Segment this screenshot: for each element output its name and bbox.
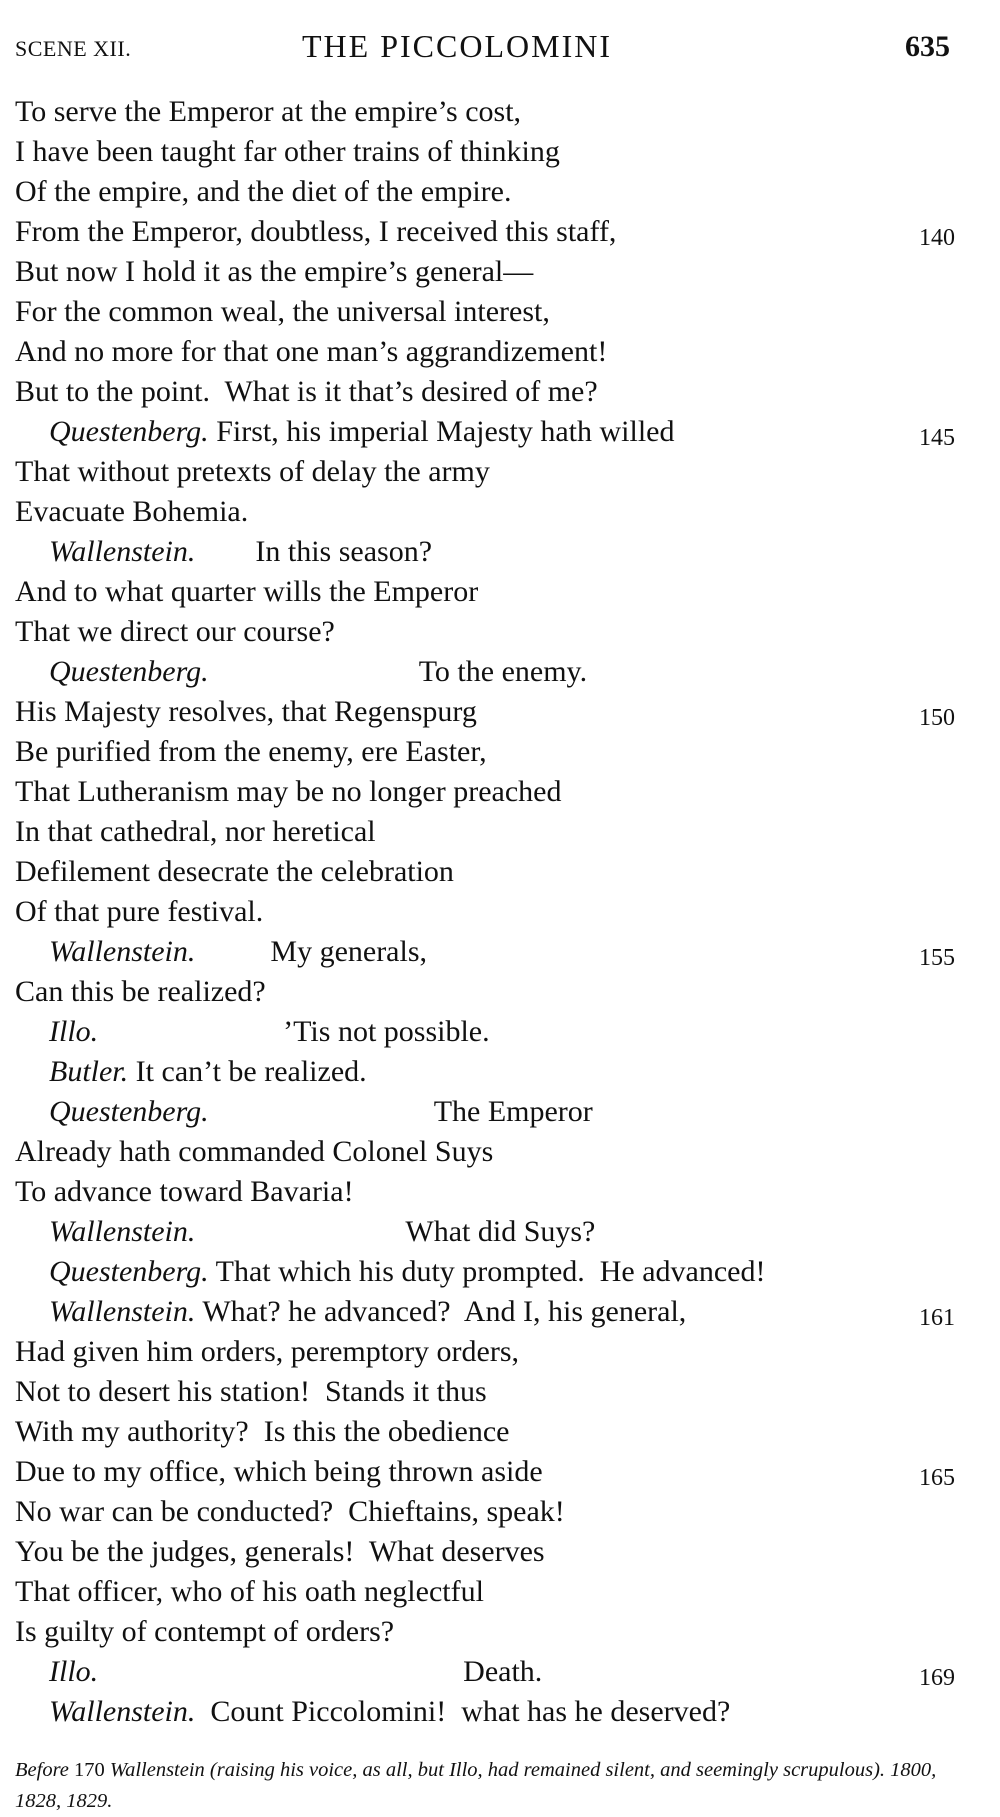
verse-line <box>15 1692 955 1732</box>
verse-line <box>15 812 955 852</box>
verse-line-text: What? he advanced? And I, his general, <box>195 1295 687 1328</box>
verse-line <box>15 1452 955 1492</box>
verse-line <box>15 532 955 572</box>
line-number: 150 <box>919 705 955 731</box>
verse-line-text: To serve the Emperor at the empire’s cost, <box>15 95 522 128</box>
verse-line-text: The Emperor <box>433 1095 593 1128</box>
verse-line-text: My generals, <box>270 935 428 968</box>
verse-line-text: To advance toward Bavaria! <box>15 1175 354 1208</box>
verse-line <box>15 1532 955 1572</box>
verse-line-text: But now I hold it as the empire’s general— <box>15 255 534 288</box>
verse-line-text: Not to desert his station! Stands it thus <box>15 1375 487 1408</box>
verse-line-text: In that cathedral, nor heretical <box>15 815 376 848</box>
speaker-name: Illo. <box>49 1655 99 1688</box>
footnote-line-number: 170 <box>74 1759 105 1781</box>
verse-line-text: No war can be conducted? Chieftains, speak! <box>15 1495 565 1528</box>
speaker-name: Butler. <box>49 1055 129 1088</box>
verse-line-text: That officer, who of his oath neglectful <box>15 1575 484 1608</box>
verse-line <box>15 1572 955 1612</box>
verse-line <box>15 692 955 732</box>
verse-line-text: That we direct our course? <box>15 615 335 648</box>
verse-line-text: That Lutheranism may be no longer preached <box>15 775 562 808</box>
verse-line <box>15 1212 955 1252</box>
verse-line <box>15 972 955 1012</box>
speaker-name: Questenberg. <box>49 655 209 688</box>
verse-line-text: Is guilty of contempt of orders? <box>15 1615 395 1648</box>
running-header <box>15 28 950 68</box>
line-number: 155 <box>919 945 955 971</box>
verse-line <box>15 892 955 932</box>
speaker-name: Wallenstein. <box>49 535 196 568</box>
verse-line <box>15 1132 955 1172</box>
verse-line-text: And no more for that one man’s aggrandizement! <box>15 335 608 368</box>
verse-line <box>15 212 955 252</box>
line-number: 165 <box>919 1465 955 1491</box>
verse-line <box>15 1092 955 1132</box>
scene-label: SCENE XII. <box>15 36 132 61</box>
verse-line-text: To the enemy. <box>418 655 588 688</box>
verse-line <box>15 372 955 412</box>
verse-line <box>15 1052 955 1092</box>
verse-line-text: Be purified from the enemy, ere Easter, <box>15 735 487 768</box>
verse-line-text: That which his duty prompted. He advanced! <box>208 1255 766 1288</box>
speaker-name: Illo. <box>49 1015 99 1048</box>
verse-line-text: That without pretexts of delay the army <box>15 455 490 488</box>
verse-line-text: Had given him orders, peremptory orders, <box>15 1335 520 1368</box>
verse-line <box>15 1652 955 1692</box>
verse-line-text: But to the point. What is it that’s desired of me? <box>15 375 598 408</box>
verse-line-text: Already hath commanded Colonel Suys <box>15 1135 494 1168</box>
verse-line <box>15 292 955 332</box>
speaker-name: Wallenstein. <box>49 1215 196 1248</box>
verse-line-text: For the common weal, the universal interest, <box>15 295 550 328</box>
verse-line-text: Can this be realized? <box>15 975 266 1008</box>
verse-line-text: Defilement desecrate the celebration <box>15 855 454 888</box>
verse-line-text: Of the empire, and the diet of the empire. <box>15 175 512 208</box>
verse-line-text: I have been taught far other trains of thinking <box>15 135 560 168</box>
verse-line-text: His Majesty resolves, that Regenspurg <box>15 695 477 728</box>
footnote-prefix: Before <box>15 1759 69 1781</box>
verse-line <box>15 412 955 452</box>
verse-line <box>15 92 955 132</box>
speaker-name: Questenberg. <box>49 1255 209 1288</box>
verse-line <box>15 1492 955 1532</box>
verse-line-text: Of that pure festival. <box>15 895 264 928</box>
speaker-name: Questenberg. <box>49 1095 209 1128</box>
verse-line <box>15 652 955 692</box>
verse-line-text: You be the judges, generals! What deserves <box>15 1535 545 1568</box>
verse-line <box>15 572 955 612</box>
line-number: 145 <box>919 425 955 451</box>
verse-line <box>15 492 955 532</box>
speaker-name: Wallenstein. <box>49 935 196 968</box>
line-number: 169 <box>919 1665 955 1691</box>
verse-line-text: It can’t be realized. <box>128 1055 367 1088</box>
verse-line-text: And to what quarter wills the Emperor <box>15 575 479 608</box>
verse-line <box>15 1292 955 1332</box>
verse-line <box>15 1332 955 1372</box>
verse-line <box>15 1372 955 1412</box>
verse-line <box>15 852 955 892</box>
page-number: 635 <box>905 30 950 63</box>
page-title: THE PICCOLOMINI <box>302 28 612 64</box>
verse-line <box>15 1252 955 1292</box>
verse-line-text: Count Piccolomini! what has he deserved? <box>195 1695 731 1728</box>
verse-line-text: First, his imperial Majesty hath willed <box>208 415 675 448</box>
verse-line <box>15 932 955 972</box>
verse-line-text: ’Tis not possible. <box>283 1015 490 1048</box>
verse-line <box>15 612 955 652</box>
verse-line <box>15 772 955 812</box>
verse-line-text: Due to my office, which being thrown aside <box>15 1455 543 1488</box>
verse-line <box>15 332 955 372</box>
verse-line-text: From the Emperor, doubtless, I received this staff, <box>15 215 617 248</box>
line-number: 140 <box>919 225 955 251</box>
verse-line <box>15 172 955 212</box>
footnote <box>15 1755 960 1817</box>
verse-line-text: In this season? <box>255 535 433 568</box>
verse-line-text: With my authority? Is this the obedience <box>15 1415 510 1448</box>
verse-line <box>15 1412 955 1452</box>
verse-line-text: Evacuate Bohemia. <box>15 495 249 528</box>
verse-line <box>15 1172 955 1212</box>
verse-line <box>15 1012 955 1052</box>
verse-line-text: What did Suys? <box>405 1215 596 1248</box>
verse-line <box>15 1612 955 1652</box>
line-number: 161 <box>919 1305 955 1331</box>
verse-line <box>15 732 955 772</box>
verse-text <box>15 92 955 1732</box>
verse-line <box>15 452 955 492</box>
speaker-name: Wallenstein. <box>49 1295 196 1328</box>
verse-line-text: Death. <box>463 1655 543 1688</box>
verse-line <box>15 132 955 172</box>
footnote-editions: 1800, 1828, 1829. <box>15 1759 937 1812</box>
verse-line <box>15 252 955 292</box>
speaker-name: Questenberg. <box>49 415 209 448</box>
footnote-text: Wallenstein (raising his voice, as all, but Illo, had remained silent, and seemingly scrupulous). <box>109 1759 886 1781</box>
speaker-name: Wallenstein. <box>49 1695 196 1728</box>
